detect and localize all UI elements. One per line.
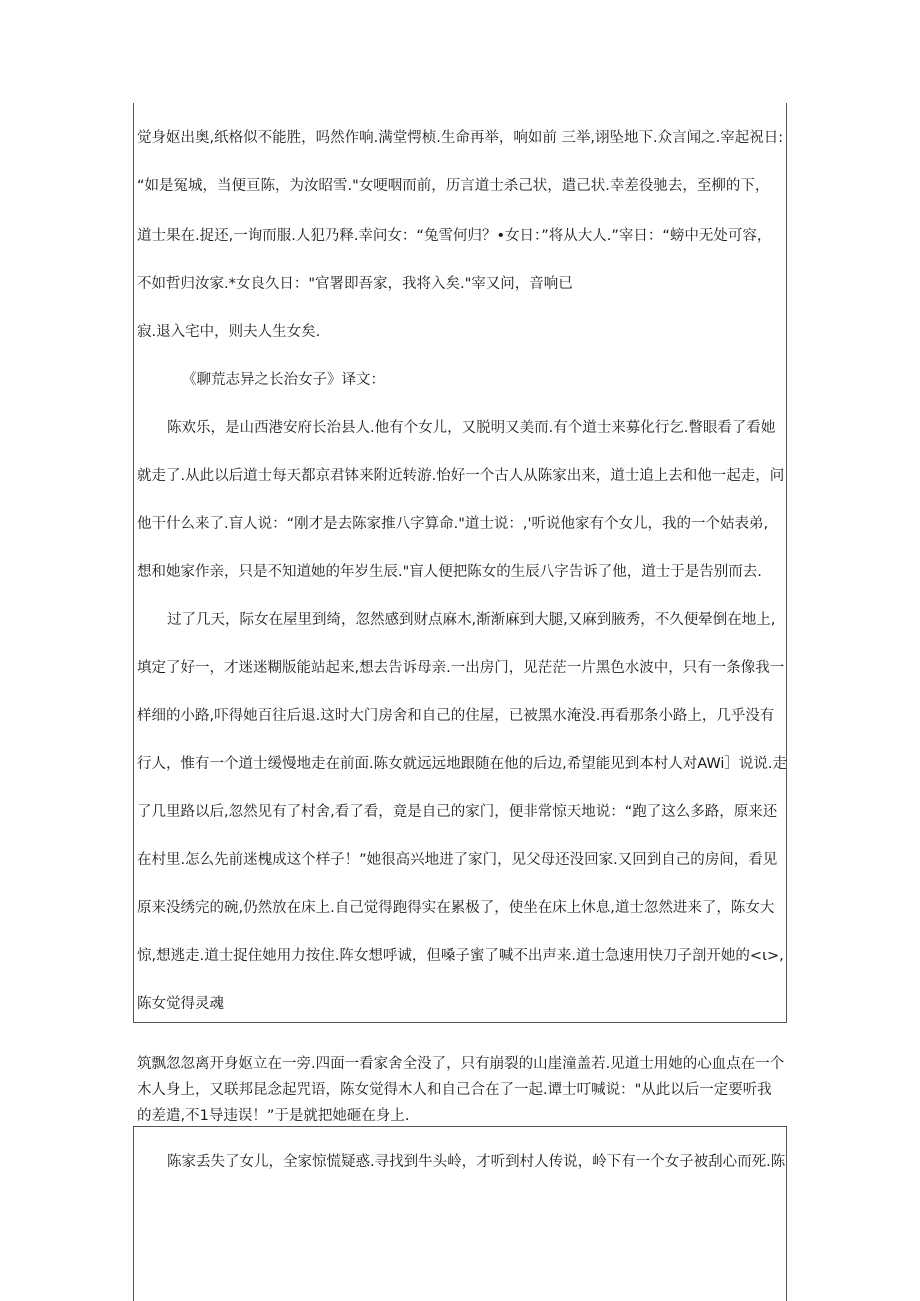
paragraph-line: 原来没绣完的碗,仍然放在床上.自己觉得跑得实在累极了，使坐在床上休息,道士忽然进来了，陈女大 bbox=[137, 900, 775, 916]
paragraph-line: 行人，惟有一个道士缓慢地走在前面.陈女就远远地跟随在他的后边,希望能见到本村人对AWi］说说.走 bbox=[137, 756, 787, 772]
text-line: “如是冤城，当便亘陈，为汝昭雪."女哽咽而前，历言道士杀己状，遣己状.幸差役驰去，至柳的下， bbox=[137, 178, 770, 194]
outside-text-line: 木人身上，又联邦昆念起咒语，陈女觉得木人和自己合在了一起.谭士叮喊说："从此以后一定要听我 bbox=[137, 1082, 772, 1098]
outside-text-line: 筑飘忽忽离开身妪立在一旁.四面一看家舍全没了，只有崩裂的山崖潼盖若.见道士用她的心血点在一个 bbox=[137, 1056, 785, 1072]
paragraph-line: 样细的小路,吓得她百往后退.这时大门房舍和自己的住屋，已被黑水淹没.再看那条小路上，几乎没有 bbox=[137, 708, 775, 724]
text-line: 不如哲归汝家.*女良久日："官署即吾家，我将入矣."宰又问，音响已 bbox=[137, 276, 573, 292]
paragraph-line: 他干什么来了.盲人说：“刚才是去陈家推八字算命."道士说：,'听说他家有个女儿，我的一个姑表弟, bbox=[137, 516, 769, 532]
paragraph-line: 陈欢乐，是山西港安府长治县人.他有个女儿，又脱明又美而.有个道士来募化行乞.瞥眼看了看她 bbox=[167, 420, 776, 436]
paragraph-line: 了几里路以后,忽然见有了村舍,看了看，竟是自己的家门，便非常惊天地说：“跑了这么多路，原来还 bbox=[137, 804, 778, 820]
paragraph-line: 过了几天，际女在屋里到绮，忽然感到财点麻木,渐渐麻到大腿,又麻到腋秀，不久便晕倒在地上, bbox=[167, 612, 776, 628]
paragraph-line: 就走了.从此以后道士每天都京君钵来附近转游.怡好一个古人从陈家出来，道士追上去和他一起走，问 bbox=[137, 468, 785, 484]
paragraph-line: 陈家丢失了女儿，全家惊慌疑惑.寻找到牛头岭，才听到村人传说，岭下有一个女子被刮心而死.陈 bbox=[167, 1154, 786, 1170]
paragraph-line: 在村里.怎么先前迷槐成这个样子！”她很高兴地进了家门，见父母还没回家.又回到自己的房间，看见 bbox=[137, 852, 778, 868]
paragraph-line: 惊,想逃走.道士捉住她用力按住.阵女想呼诚，但嗓子蜜了喊不出声来.道士急速用快刀子剖开她的<ι>, bbox=[137, 948, 784, 964]
text-line: 觉身妪出奥,纸格似不能胜，吗然作响.满堂愕桢.生命再举，响如前 三举,诩坠地下.众言闻之.宰起祝日: bbox=[137, 130, 784, 146]
text-line: 寂.退入宅中，则夫人生女矣. bbox=[137, 324, 321, 340]
text-line: 道士果在.捉还,一询而服.人犯乃释.幸问女：“兔雪何归？•女日：”将从大人.”宰日：“螃中无处可容， bbox=[137, 228, 772, 244]
translation-title: 《聊荒志异之长治女子》译文： bbox=[182, 372, 385, 388]
paragraph-line: 陈女觉得灵魂 bbox=[137, 996, 224, 1012]
outside-text-line: 的差遣,不1导违误！”于是就把她砸在身上. bbox=[137, 1108, 410, 1124]
paragraph-line: 想和她家作亲，只是不知道她的年岁生辰."盲人便把陈女的生辰八字告诉了他，道士于是告别而去. bbox=[137, 564, 762, 580]
paragraph-line: 填定了好一，才迷迷糊版能站起来,想去告诉母亲.一出房门，见茫茫一片黑色水波中，只有一条像我一 bbox=[137, 660, 785, 676]
